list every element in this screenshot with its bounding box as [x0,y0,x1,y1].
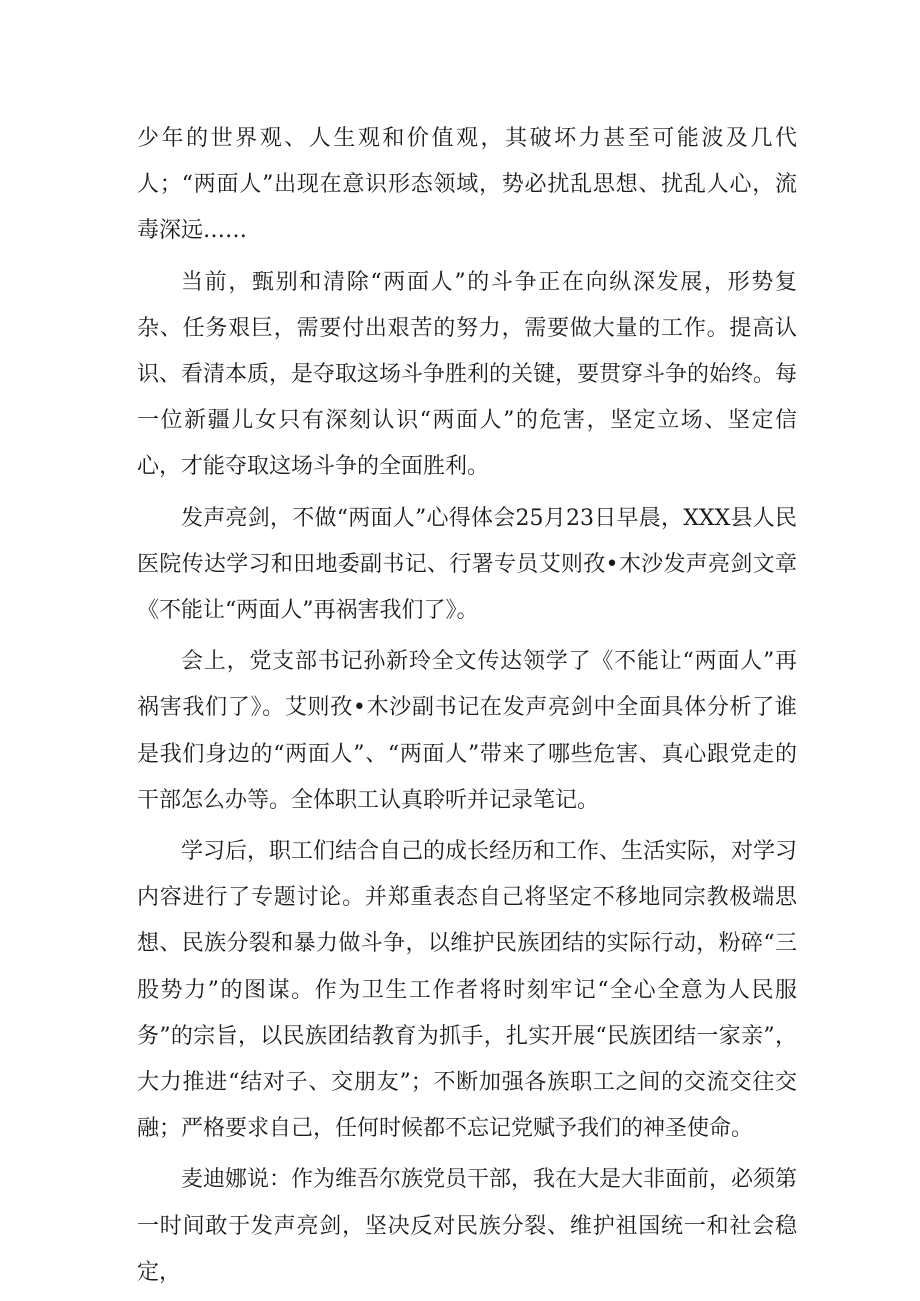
paragraph: 麦迪娜说：作为维吾尔族党员干部，我在大是大非面前，必须第一时间敢于发声亮剑，坚决反对民族分裂、维护祖国统一和社会稳定， [137,1167,798,1285]
paragraph: 学习后，职工们结合自己的成长经历和工作、生活实际，对学习内容进行了专题讨论。并郑重表态自己将坚定不移地同宗教极端思想、民族分裂和暴力做斗争，以维护民族团结的实际行动，粉碎“三股势力”的图谋。作为卫生工作者将时刻牢记“全心全意为人民服务”的宗旨，以民族团结教育为抓手，扎实开展“民族团结一家亲”，大力推进“结对子、交朋友”；不断加强各族职工之间的交流交往交融；严格要求自己，任何时候都不忘记党赋予我们的神圣使命。 [137,839,798,1142]
paragraph: 会上，党支部书记孙新玲全文传达领学了《不能让“两面人”再祸害我们了》。艾则孜•木沙副书记在发声亮剑中全面具体分析了谁是我们身边的“两面人”、“两面人”带来了哪些危害、真心跟党走的干部怎么办等。全体职工认真聆听并记录笔记。 [137,649,797,813]
paragraph: 当前，甄别和清除“两面人”的斗争正在向纵深发展，形势复杂、任务艰巨，需要付出艰苦的努力，需要做大量的工作。提高认识、看清本质，是夺取这场斗争胜利的关键，要贯穿斗争的始终。每一位新疆儿女只有深刻认识“两面人”的危害，坚定立场、坚定信心，才能夺取这场斗争的全面胜利。 [137,269,798,480]
paragraph: 发声亮剑，不做“两面人”心得体会25月23日早晨，XXX县人民医院传达学习和田地委副书记、行署专员艾则孜•木沙发声亮剑文章《不能让“两面人”再祸害我们了》。 [137,505,797,624]
document-body [137,116,797,1301]
paragraph-continuation: 少年的世界观、人生观和价值观，其破坏力甚至可能波及几代人；“两面人”出现在意识形态领域，势必扰乱思想、扰乱人心，流毒深远…… [137,126,797,244]
